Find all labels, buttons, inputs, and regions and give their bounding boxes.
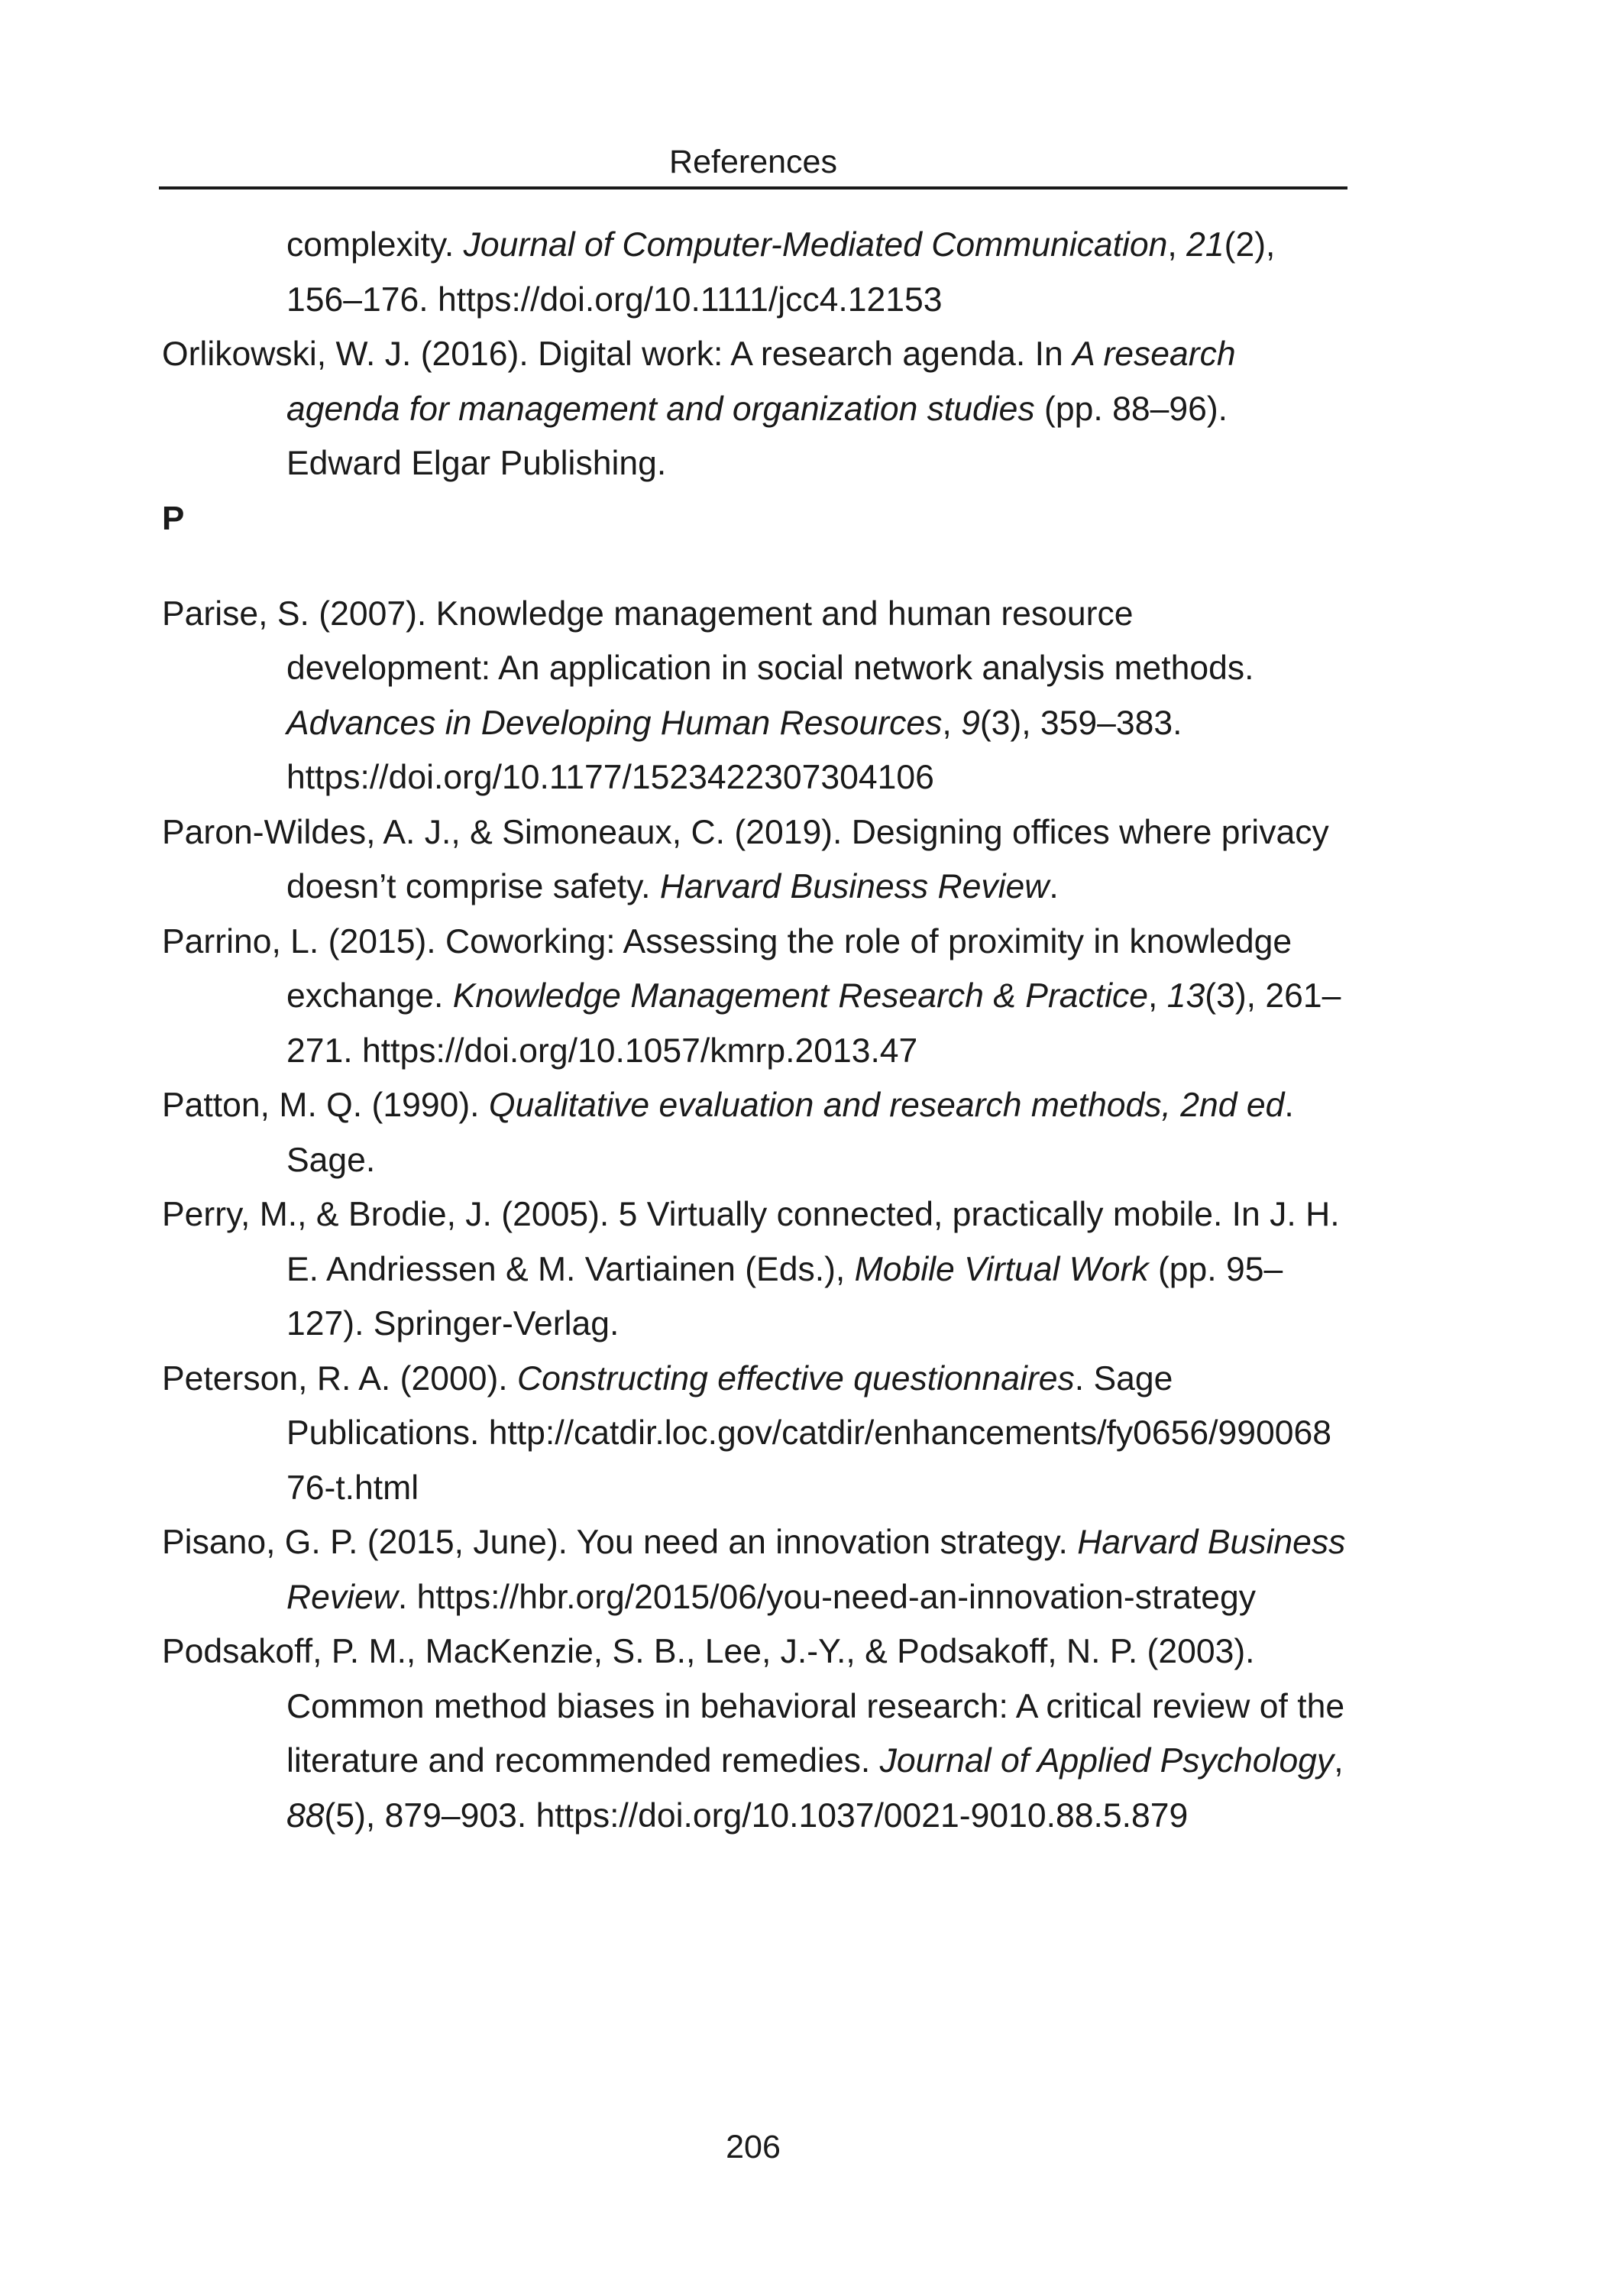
reference-text: Paron-Wildes, A. J., & Simoneaux, C. (2019). Designing offices where privacy doesn’t comprise safety. <box>162 813 1329 905</box>
reference-url: http://catdir.loc.gov/catdir/enhancements/fy0656/99006876-t.html <box>286 1414 1332 1507</box>
reference-text: Podsakoff, P. M., MacKenzie, S. B., Lee, J.-Y., & Podsakoff, N. P. (2003). Common method biases in behavioral research: A critical review of the literature and recommended remedies. <box>162 1633 1345 1780</box>
reference-entry <box>162 1187 1346 1352</box>
reference-text: (5), 879–903. <box>324 1796 536 1835</box>
italic-title: Knowledge Management Research & Practice <box>452 977 1149 1015</box>
reference-entry <box>162 587 1346 805</box>
running-header: References <box>669 144 837 180</box>
italic-title: Journal of Computer-Mediated Communication <box>463 226 1168 264</box>
reference-entry <box>162 1352 1346 1516</box>
reference-group-p <box>162 587 1346 1844</box>
italic-title: Constructing effective questionnaires <box>517 1359 1075 1397</box>
reference-text: (pp. 95–127). Springer-Verlag. <box>286 1250 1283 1342</box>
reference-text: , <box>1334 1742 1344 1780</box>
section-letter: P <box>162 499 185 537</box>
italic-title: 21 <box>1186 226 1224 264</box>
reference-list <box>162 218 1346 1843</box>
reference-entry-continued <box>162 218 1346 327</box>
reference-entry <box>162 805 1346 915</box>
reference-text: (3), 261–271. <box>286 977 1341 1070</box>
reference-entry <box>162 915 1346 1079</box>
reference-text: (pp. 88–96). Edward Elgar Publishing. <box>286 390 1228 482</box>
reference-text: . <box>397 1578 417 1616</box>
italic-title: 9 <box>961 704 980 742</box>
reference-entry <box>162 1624 1346 1843</box>
page-number: 206 <box>726 2129 781 2165</box>
reference-text: . Sage Publications. <box>286 1359 1173 1452</box>
reference-text: Patton, M. Q. (1990). <box>162 1087 489 1124</box>
reference-text: , <box>1148 977 1167 1015</box>
reference-entry <box>162 1515 1346 1624</box>
reference-text: https://doi.org/10.1057/kmrp.2013.47 <box>361 1032 918 1070</box>
italic-title: A research agenda for management and organization studies <box>286 335 1236 428</box>
reference-text: Orlikowski, W. J. (2016). Digital work: A research agenda. In <box>162 335 1073 373</box>
italic-title: Mobile Virtual Work <box>854 1250 1149 1288</box>
reference-text: , <box>942 704 962 742</box>
italic-title: Harvard Business Review <box>286 1524 1346 1616</box>
reference-text: Parrino, L. (2015). Coworking: Assessing the role of proximity in knowledge exchange. <box>162 922 1292 1015</box>
italic-title: 88 <box>286 1796 325 1835</box>
reference-text: (3), 359–383. <box>979 704 1182 742</box>
header-rule <box>159 186 1347 189</box>
reference-url: https://hbr.org/2015/06/you-need-an-innovation-strategy <box>416 1578 1257 1616</box>
reference-text: Pisano, G. P. (2015, June). You need an innovation strategy. <box>162 1524 1078 1561</box>
reference-text: (2), 156–176. <box>286 226 1276 319</box>
reference-text: https://doi.org/10.1111/jcc4.12153 <box>437 280 943 319</box>
reference-text: Parise, S. (2007). Knowledge management and human resource development: An application in social network analysis methods. <box>162 594 1254 687</box>
reference-entry <box>162 327 1346 491</box>
italic-title: 13 <box>1166 977 1205 1015</box>
italic-title: Advances in Developing Human Resources <box>286 704 943 742</box>
reference-text: Peterson, R. A. (2000). <box>162 1359 518 1397</box>
reference-text: , <box>1167 226 1187 264</box>
reference-group-o <box>162 218 1346 491</box>
reference-text: . Sage. <box>286 1087 1294 1179</box>
reference-text: https://doi.org/10.1177/1523422307304106 <box>286 759 934 796</box>
reference-entry <box>162 1078 1346 1187</box>
italic-title: Journal of Applied Psychology <box>879 1742 1334 1780</box>
reference-text: . <box>1049 868 1059 905</box>
reference-text: Perry, M., & Brodie, J. (2005). 5 Virtually connected, practically mobile. In J. H. E. Andriessen & M. Vartiainen (Eds.), <box>162 1196 1340 1288</box>
italic-title: Qualitative evaluation and research methods, 2nd ed <box>488 1087 1285 1124</box>
reference-url: https://doi.org/10.1037/0021-9010.88.5.879 <box>535 1796 1189 1835</box>
reference-text: complexity. <box>286 226 464 264</box>
italic-title: Harvard Business Review <box>659 868 1050 905</box>
